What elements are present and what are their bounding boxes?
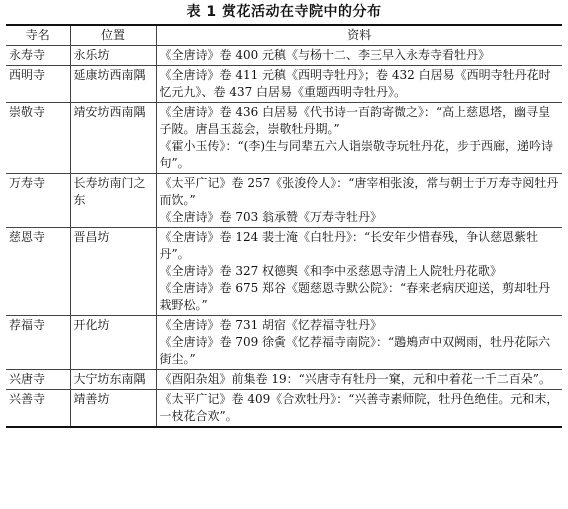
table-row	[6, 103, 562, 174]
temple-name: 荐福寺	[6, 316, 70, 370]
temple-location: 开化坊	[70, 316, 156, 370]
temple-name: 兴善寺	[6, 390, 70, 428]
temple-location: 大宁坊东南隅	[70, 370, 156, 390]
temple-refs	[156, 370, 562, 390]
header-location: 位置	[70, 25, 156, 46]
temple-name: 崇敬寺	[6, 103, 70, 174]
temple-location: 延康坊西南隅	[70, 66, 156, 103]
table-row	[6, 46, 562, 66]
ref-text: 《霍小玉传》：“(李)生与同辈五六人诣崇敬寺玩牡丹花，步于西廊，递吟诗句”。	[159, 139, 554, 170]
ref-text: 《全唐诗》卷 675 郑谷《题慈恩寺默公院》：“春来老病厌迎送，剪却牡丹栽野松。”	[159, 281, 551, 312]
temple-location: 长寿坊南门之东	[70, 174, 156, 228]
temple-name: 西明寺	[6, 66, 70, 103]
temple-refs	[156, 316, 562, 370]
ref-text: 《太平广记》卷 257《张浚伶人》：“唐宰相张浚，常与朝士于万寿寺阅牡丹而饮。”	[159, 176, 559, 207]
header-refs: 资料	[156, 25, 562, 46]
table-title: 表 1 赏花活动在寺院中的分布	[186, 4, 382, 20]
ref-text: 《酉阳杂俎》前集卷 19：“兴唐寺有牡丹一窠，元和中着花一千二百朵”。	[159, 372, 551, 386]
temple-location: 永乐坊	[70, 46, 156, 66]
ref-text: 《全唐诗》卷 703 翁承赞《万寿寺牡丹》	[159, 210, 383, 224]
ref-text: 《全唐诗》卷 709 徐夤《忆荐福寺南院》：“鶗鴂声中双阙雨，牡丹花际六街尘。”	[159, 335, 551, 366]
temple-refs	[156, 66, 562, 103]
table-row	[6, 228, 562, 316]
temple-name: 万寿寺	[6, 174, 70, 228]
temple-location: 晋昌坊	[70, 228, 156, 316]
temple-refs	[156, 103, 562, 174]
table-row	[6, 316, 562, 370]
ref-text: 《全唐诗》卷 327 权德舆《和李中丞慈恩寺清上人院牡丹花歌》	[159, 264, 503, 278]
ref-text: 《全唐诗》卷 436 白居易《代书诗一百韵寄微之》：“高上慈恩塔，幽寻皇子陂。唐昌玉蕊会，崇敬牡丹期。”	[159, 105, 551, 136]
ref-text: 《全唐诗》卷 400 元稹《与杨十二、李三早入永寿寺看牡丹》	[159, 48, 491, 62]
table-row	[6, 66, 562, 103]
temple-refs	[156, 174, 562, 228]
temple-name: 兴唐寺	[6, 370, 70, 390]
header-row	[6, 25, 562, 46]
table-row	[6, 390, 562, 428]
distribution-table	[6, 24, 562, 428]
table-row	[6, 174, 562, 228]
temple-name: 永寿寺	[6, 46, 70, 66]
temple-location: 靖安坊西南隅	[70, 103, 156, 174]
table-row	[6, 370, 562, 390]
temple-name: 慈恩寺	[6, 228, 70, 316]
temple-location: 靖善坊	[70, 390, 156, 428]
header-temple: 寺名	[6, 25, 70, 46]
ref-text: 《全唐诗》卷 124 裴士淹《白牡丹》：“长安年少惜春残，争认慈恩紫牡丹”。	[159, 230, 539, 261]
ref-text: 《全唐诗》卷 731 胡宿《忆荐福寺牡丹》	[159, 318, 383, 332]
temple-refs	[156, 228, 562, 316]
ref-text: 《太平广记》卷 409《合欢牡丹》：“兴善寺素师院，牡丹色绝佳。元和末，一枝花合欢”。	[159, 392, 559, 423]
temple-refs	[156, 390, 562, 428]
temple-refs	[156, 46, 562, 66]
ref-text: 《全唐诗》卷 411 元稹《西明寺牡丹》；卷 432 白居易《西明寺牡丹花时忆元九》、卷 437 白居易《重题西明寺牡丹》。	[159, 68, 551, 99]
